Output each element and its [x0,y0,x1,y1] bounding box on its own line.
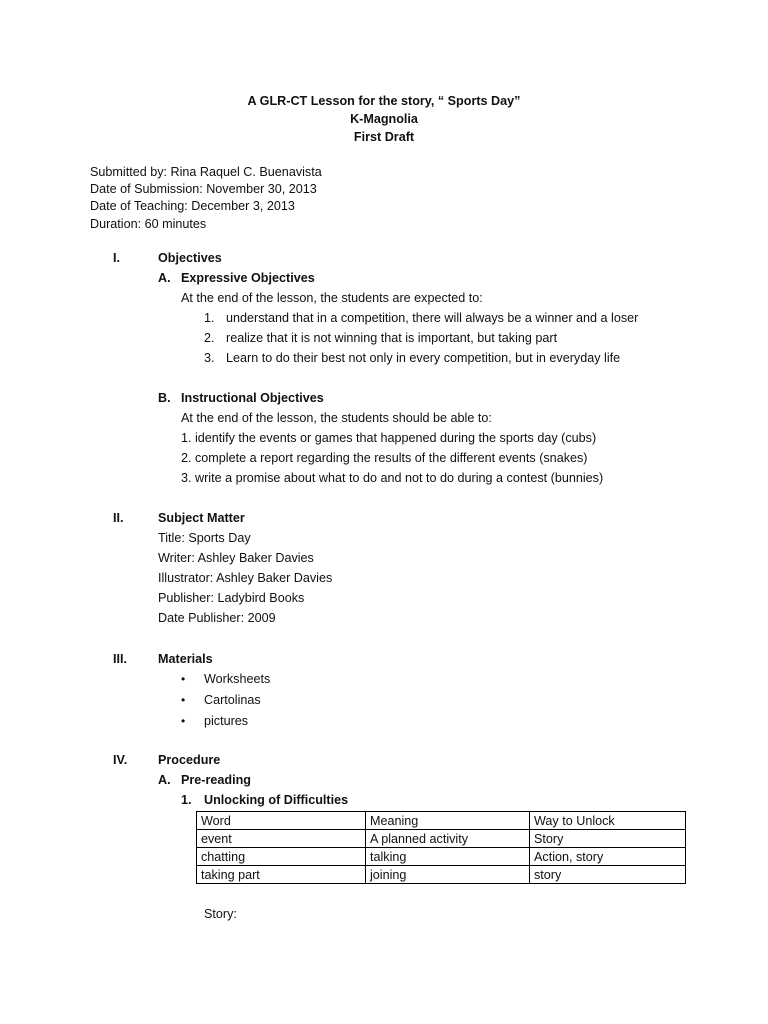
section-heading-materials: Materials [158,652,213,666]
table-header-cell: Word [197,812,366,830]
list-item-text: understand that in a competition, there will always be a winner and a loser [226,311,639,325]
section-heading-subject-matter: Subject Matter [158,511,245,525]
bullet-icon: • [181,693,186,707]
instructional-intro: At the end of the lesson, the students should be able to: [181,411,492,425]
list-item-text: Learn to do their best not only in every competition, but in everyday life [226,351,621,365]
section-numeral-objectives: I. [113,251,120,265]
bullet-icon: • [181,672,186,686]
subject-date-published: Date Publisher: 2009 [158,611,276,625]
subsection-heading-pre-reading: Pre-reading [181,773,251,787]
list-item-text: realize that it is not winning that is important, but taking part [226,331,558,345]
material-item: pictures [204,714,249,728]
list-item-number: 2. [204,331,215,345]
table-cell: A planned activity [366,830,530,848]
subsection-letter-expressive: A. [158,271,171,285]
subject-title: Title: Sports Day [158,531,251,545]
duration: Duration: 60 minutes [90,217,207,231]
table-cell: chatting [197,848,366,866]
subsection-letter-pre-reading: A. [158,773,171,787]
document-title: A GLR-CT Lesson for the story, “ Sports Day” [247,94,521,108]
story-label: Story: [204,907,237,921]
list-item: 2. complete a report regarding the results of the different events (snakes) [181,451,588,465]
step-heading-unlocking: Unlocking of Difficulties [204,793,349,807]
document-draft-label: First Draft [353,130,415,144]
table-header-row [197,812,686,830]
date-of-submission: Date of Submission: November 30, 2013 [90,182,317,196]
section-numeral-materials: III. [113,652,127,666]
subject-illustrator: Illustrator: Ashley Baker Davies [158,571,333,585]
bullet-icon: • [181,714,186,728]
subsection-letter-instructional: B. [158,391,171,405]
table-cell: joining [366,866,530,884]
table-header-cell: Way to Unlock [530,812,686,830]
subsection-heading-instructional: Instructional Objectives [181,391,324,405]
document-section: K-Magnolia [350,112,418,126]
table-header-cell: Meaning [366,812,530,830]
submitted-by: Submitted by: Rina Raquel C. Buenavista [90,165,322,179]
table-cell: talking [366,848,530,866]
table-row [197,830,686,848]
list-item-number: 1. [204,311,215,325]
list-item: 1. identify the events or games that happened during the sports day (cubs) [181,431,597,445]
section-heading-objectives: Objectives [158,251,222,265]
table-cell: event [197,830,366,848]
step-number-unlocking: 1. [181,793,192,807]
list-item-number: 3. [204,351,215,365]
date-of-teaching: Date of Teaching: December 3, 2013 [90,199,295,213]
expressive-intro: At the end of the lesson, the students are expected to: [181,291,483,305]
vocabulary-table [196,811,686,884]
section-numeral-subject-matter: II. [113,511,124,525]
section-numeral-procedure: IV. [113,753,128,767]
subsection-heading-expressive: Expressive Objectives [181,271,315,285]
table-cell: Action, story [530,848,686,866]
table-cell: story [530,866,686,884]
table-cell: Story [530,830,686,848]
section-heading-procedure: Procedure [158,753,221,767]
subject-writer: Writer: Ashley Baker Davies [158,551,314,565]
table-row [197,866,686,884]
table-row [197,848,686,866]
list-item: 3. write a promise about what to do and not to do during a contest (bunnies) [181,471,604,485]
material-item: Worksheets [204,672,271,686]
material-item: Cartolinas [204,693,261,707]
table-cell: taking part [197,866,366,884]
subject-publisher: Publisher: Ladybird Books [158,591,305,605]
